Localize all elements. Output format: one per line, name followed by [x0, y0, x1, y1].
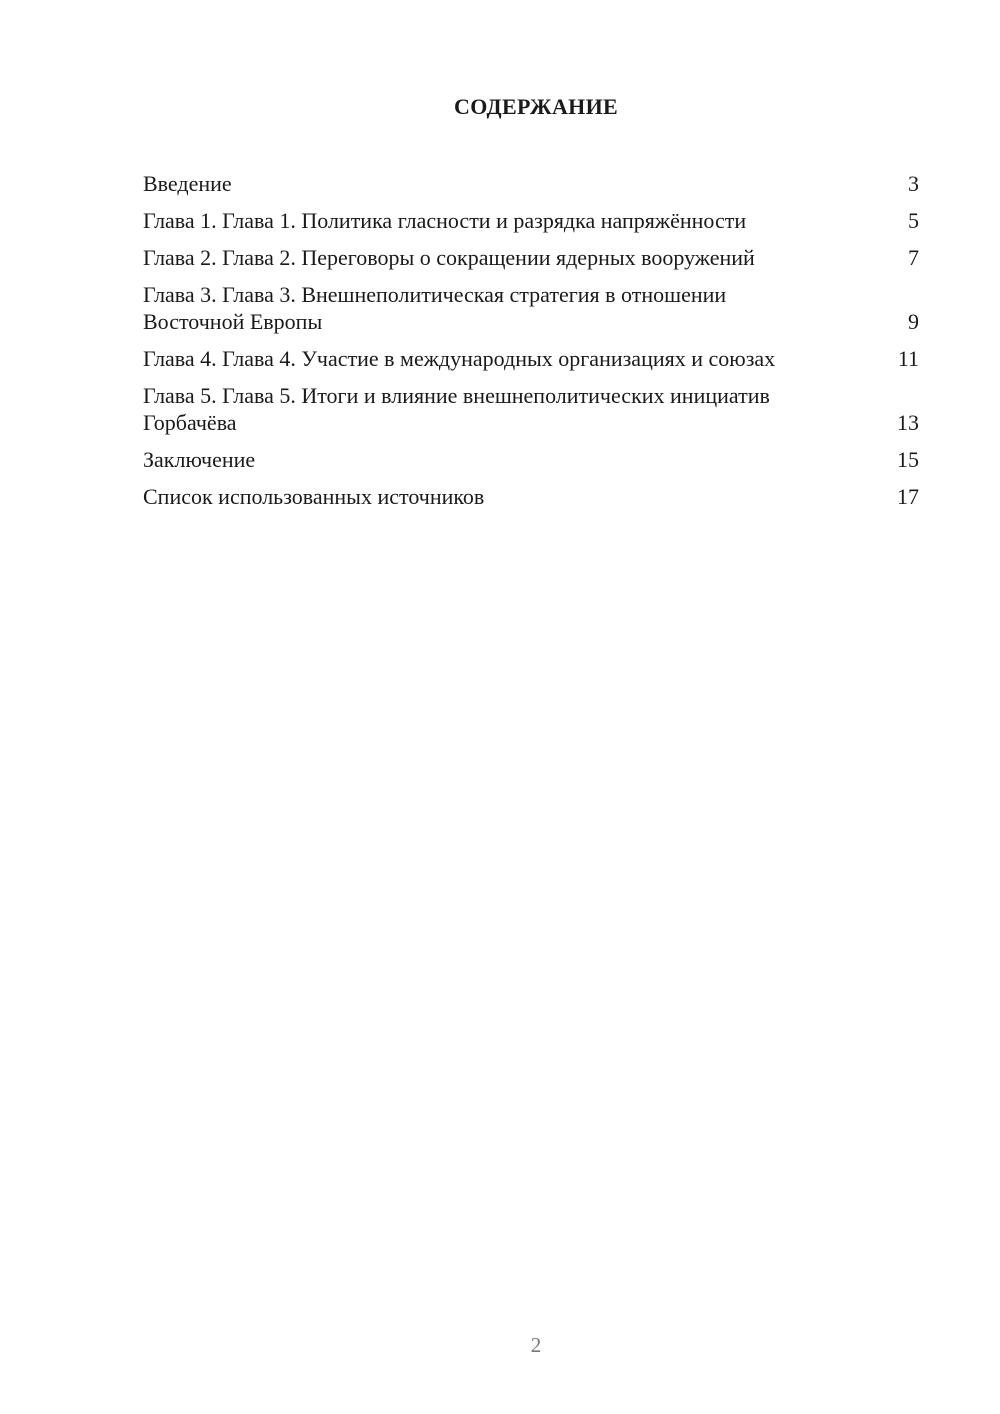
toc-entry-chapter-5 [143, 382, 919, 436]
toc-entry-text: Глава 3. Глава 3. Внешнеполитическая стратегия в отношении Восточной Европы [143, 282, 727, 334]
toc-entry-text: Список использованных источников [143, 484, 485, 509]
toc-entry-text: Заключение [143, 447, 256, 472]
table-of-contents [143, 170, 919, 520]
toc-entry-page: 7 [908, 245, 919, 270]
toc-entry-chapter-4 [143, 345, 919, 372]
toc-entry-page: 11 [897, 346, 919, 371]
toc-entry-page: 3 [908, 171, 919, 196]
toc-entry-text: Глава 2. Глава 2. Переговоры о сокращении ядерных вооружений [143, 245, 755, 270]
toc-entry-text: Введение [143, 171, 232, 196]
toc-entry-chapter-2 [143, 244, 919, 271]
page-number: 2 [530, 1333, 542, 1357]
toc-entry-chapter-1 [143, 207, 919, 234]
toc-entry-page: 13 [897, 410, 919, 435]
toc-entry-text: Глава 5. Глава 5. Итоги и влияние внешнеполитических инициатив Горбачёва [143, 383, 770, 435]
toc-entry-page: 5 [908, 208, 919, 233]
toc-entry-page: 15 [897, 447, 919, 472]
toc-entry-page: 9 [908, 309, 919, 334]
toc-entry-chapter-3 [143, 281, 919, 335]
toc-entry-text: Глава 1. Глава 1. Политика гласности и разрядка напряжённости [143, 208, 747, 233]
toc-entry-introduction [143, 170, 919, 197]
page-title: СОДЕРЖАНИЕ [454, 94, 618, 119]
toc-entry-page: 17 [897, 484, 919, 509]
toc-entry-references [143, 483, 919, 510]
toc-entry-text: Глава 4. Глава 4. Участие в международных организациях и союзах [143, 346, 776, 371]
toc-entry-conclusion [143, 446, 919, 473]
